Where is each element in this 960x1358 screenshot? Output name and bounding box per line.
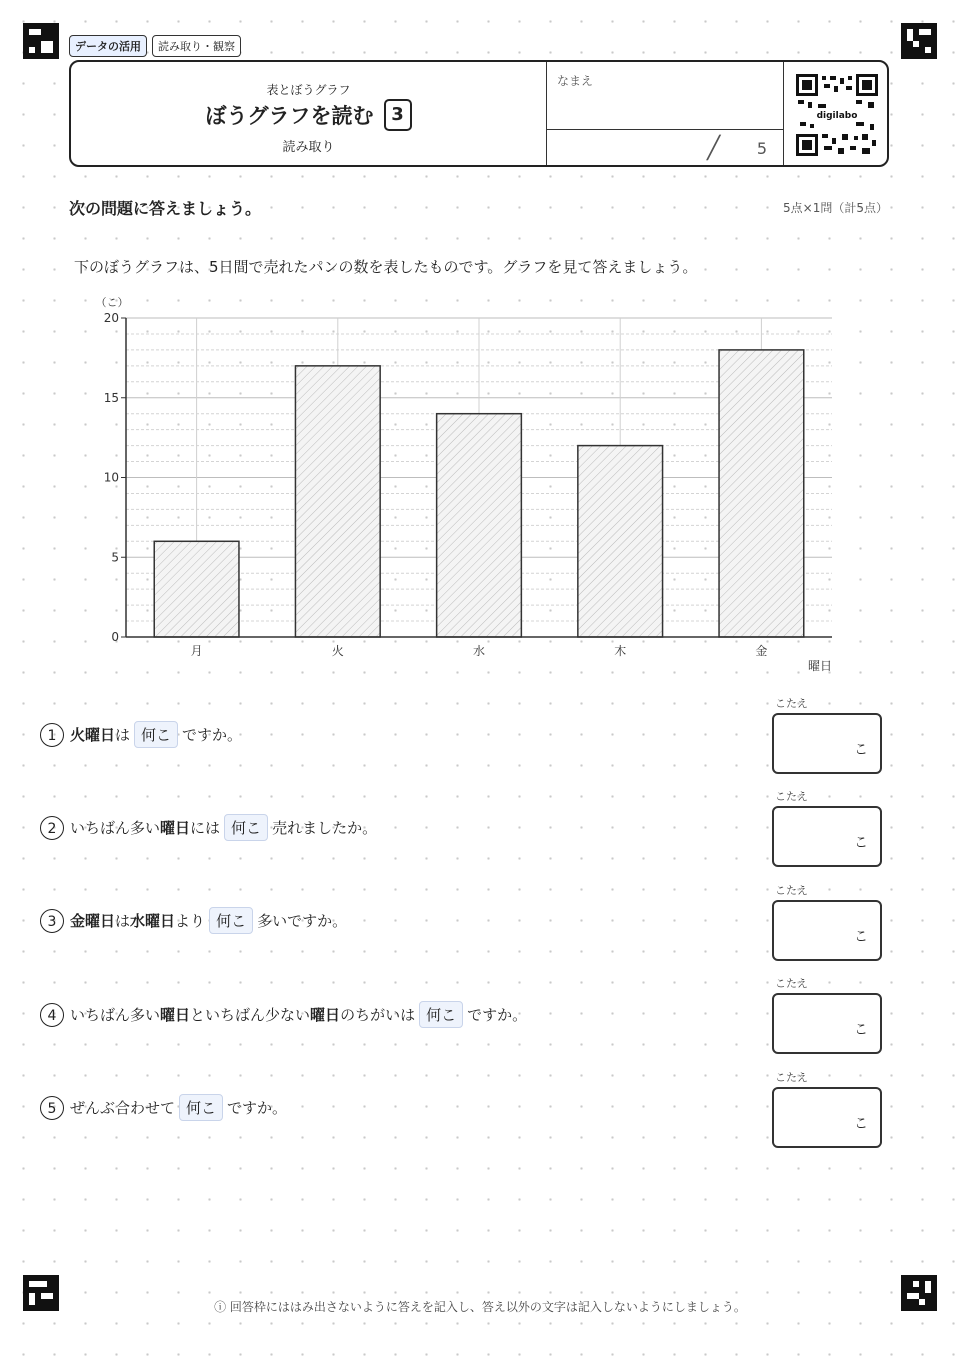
question-text: は (115, 912, 131, 930)
qr-label: digilabo (816, 111, 858, 121)
footer-text: 回答枠にははみ出さないように答えを記入し、答え以外の文字は記入しないようにしましょう。 (229, 1300, 746, 1314)
answer-label: こたえ (775, 790, 808, 803)
name-score-block (546, 62, 784, 165)
skill-tag: 読み取り・観察 (152, 35, 241, 57)
y-tick-label: 15 (103, 390, 119, 405)
bar-木 (578, 446, 663, 637)
qr-code-icon (796, 74, 878, 156)
question-highlight: 何こ (209, 907, 253, 934)
question-text: 多いですか。 (257, 912, 348, 930)
bar-chart (86, 290, 846, 685)
x-tick-label: 水 (472, 644, 486, 658)
answer-box-3[interactable] (772, 900, 882, 961)
score-total: 5 (756, 139, 767, 158)
worksheet-header (69, 60, 889, 167)
answer-box-1[interactable] (772, 713, 882, 774)
score-slash: ╱ (707, 136, 721, 161)
answer-unit: こ (854, 929, 868, 945)
name-divider (547, 129, 783, 130)
tag-row (69, 35, 241, 57)
question-number: 3 (40, 909, 64, 933)
question-1 (40, 721, 242, 748)
question-number: 1 (40, 723, 64, 747)
question-bold-text: 金曜日 (70, 912, 116, 930)
instruction-text: 次の問題に答えましょう。 (69, 199, 262, 218)
question-highlight: 何こ (134, 721, 178, 748)
info-icon: ⓘ (214, 1300, 230, 1314)
question-highlight: 何こ (419, 1001, 463, 1028)
question-text: ですか。 (182, 726, 243, 744)
question-bold-text: 曜日 (310, 1006, 341, 1024)
question-bold-text: 火曜日 (70, 726, 116, 744)
question-text: ですか。 (227, 1099, 288, 1117)
question-text: いちばん多い (70, 819, 161, 837)
answer-label: こたえ (775, 697, 808, 710)
x-tick-label: 月 (190, 644, 203, 658)
question-bold-text: 水曜日 (130, 912, 176, 930)
x-axis-label: 曜日 (807, 659, 832, 673)
corner-marker-top-right (901, 23, 937, 59)
name-label: なまえ (557, 74, 594, 88)
answer-label: こたえ (775, 977, 808, 990)
question-highlight: 何こ (224, 814, 268, 841)
answer-unit: こ (854, 742, 868, 758)
answer-unit: こ (854, 835, 868, 851)
title-block (71, 62, 546, 165)
bar-水 (437, 414, 522, 637)
y-tick-label: 5 (111, 550, 119, 565)
footer-note (0, 1298, 960, 1315)
category-tag: データの活用 (69, 35, 147, 57)
answer-label: こたえ (775, 1071, 808, 1084)
question-text: ぜんぶ合わせて (70, 1099, 176, 1117)
title-text: ぼうグラフを読む (205, 104, 374, 128)
question-2 (40, 814, 377, 841)
x-tick-label: 火 (331, 644, 344, 658)
points-text: 5点×1問（計5点） (783, 201, 888, 215)
question-text: といちばん少ない (190, 1006, 311, 1024)
y-tick-label: 0 (111, 630, 119, 644)
question-bold-text: 曜日 (160, 819, 191, 837)
question-5 (40, 1094, 287, 1121)
answer-box-2[interactable] (772, 806, 882, 867)
intro-text: 下のぼうグラフは、5日間で売れたパンの数を表したものです。グラフを見て答えましょう。 (74, 258, 698, 276)
worksheet-title (71, 99, 546, 131)
y-tick-label: 10 (103, 470, 119, 485)
corner-marker-top-left (23, 23, 59, 59)
bar-金 (719, 350, 804, 637)
answer-box-5[interactable] (772, 1087, 882, 1148)
y-tick-label: 20 (103, 311, 119, 325)
answer-unit: こ (854, 1022, 868, 1038)
question-text: ですか。 (467, 1006, 528, 1024)
question-text: は (115, 726, 131, 744)
question-text: には (190, 819, 221, 837)
question-text: いちばん多い (70, 1006, 161, 1024)
worksheet-category: 読み取り (282, 140, 335, 155)
question-text: のちがいは (340, 1006, 416, 1024)
question-4 (40, 1001, 527, 1028)
question-text: より (175, 912, 206, 930)
y-axis-label: （こ） (95, 296, 129, 309)
answer-label: こたえ (775, 884, 808, 897)
question-3 (40, 907, 347, 934)
worksheet-subtitle: 表とぼうグラフ (266, 83, 351, 97)
answer-box-4[interactable] (772, 993, 882, 1054)
x-tick-label: 木 (614, 644, 627, 658)
question-number: 2 (40, 816, 64, 840)
question-highlight: 何こ (179, 1094, 223, 1121)
question-number: 4 (40, 1003, 64, 1027)
bar-火 (295, 366, 380, 637)
bar-月 (154, 541, 239, 637)
worksheet-number: 3 (384, 99, 412, 131)
question-number: 5 (40, 1096, 64, 1120)
question-bold-text: 曜日 (160, 1006, 191, 1024)
question-text: 売れましたか。 (272, 819, 378, 837)
answer-unit: こ (854, 1116, 868, 1132)
x-tick-label: 金 (755, 644, 768, 658)
